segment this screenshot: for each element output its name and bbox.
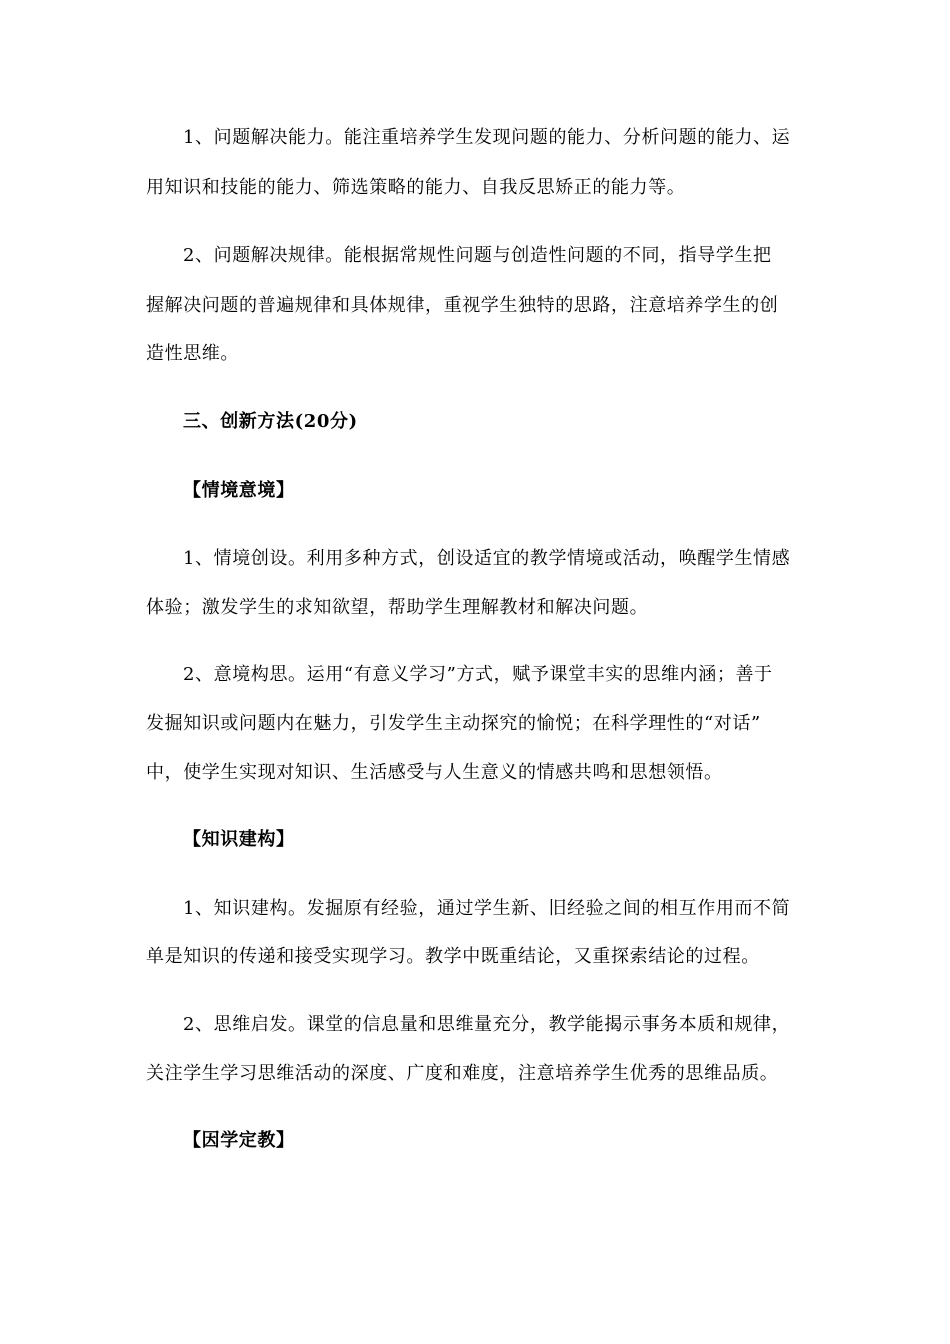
paragraph-line: 中，使学生实现对知识、生活感受与人生意义的情感共鸣和思想领悟。 [146,762,723,783]
paragraph-line: 握解决问题的普遍规律和具体规律，重视学生独特的思路，注意培养学生的创 [146,295,779,316]
subsection-heading: 【因学定教】 [183,1130,295,1151]
paragraph-line: 1、问题解决能力。能注重培养学生发现问题的能力、分析问题的能力、运 [183,127,791,148]
section-heading: 三、创新方法(20分) [183,411,358,432]
paragraph-line: 用知识和技能的能力、筛选策略的能力、自我反思矫正的能力等。 [146,177,686,198]
subsection-heading: 【知识建构】 [183,829,295,850]
paragraph-line: 体验；激发学生的求知欲望，帮助学生理解教材和解决问题。 [146,597,649,618]
paragraph-line: 造性思维。 [146,343,239,364]
paragraph-line: 1、知识建构。发掘原有经验，通过学生新、旧经验之间的相互作用而不简 [183,898,791,919]
paragraph-line: 发掘知识或问题内在魅力，引发学生主动探究的愉悦；在科学理性的“对话” [146,713,761,734]
paragraph-line: 2、意境构思。运用“有意义学习”方式，赋予课堂丰实的思维内涵；善于 [183,664,773,685]
paragraph-line: 单是知识的传递和接受实现学习。教学中既重结论，又重探索结论的过程。 [146,946,760,967]
paragraph-line: 关注学生学习思维活动的深度、广度和难度，注意培养学生优秀的思维品质。 [146,1063,779,1084]
paragraph-line: 2、问题解决规律。能根据常规性问题与创造性问题的不同，指导学生把 [183,245,772,266]
paragraph-line: 1、情境创设。利用多种方式，创设适宜的教学情境或活动，唤醒学生情感 [183,548,791,569]
paragraph-line: 2、思维启发。课堂的信息量和思维量充分，教学能揭示事务本质和规律， [183,1014,791,1035]
subsection-heading: 【情境意境】 [183,480,295,501]
